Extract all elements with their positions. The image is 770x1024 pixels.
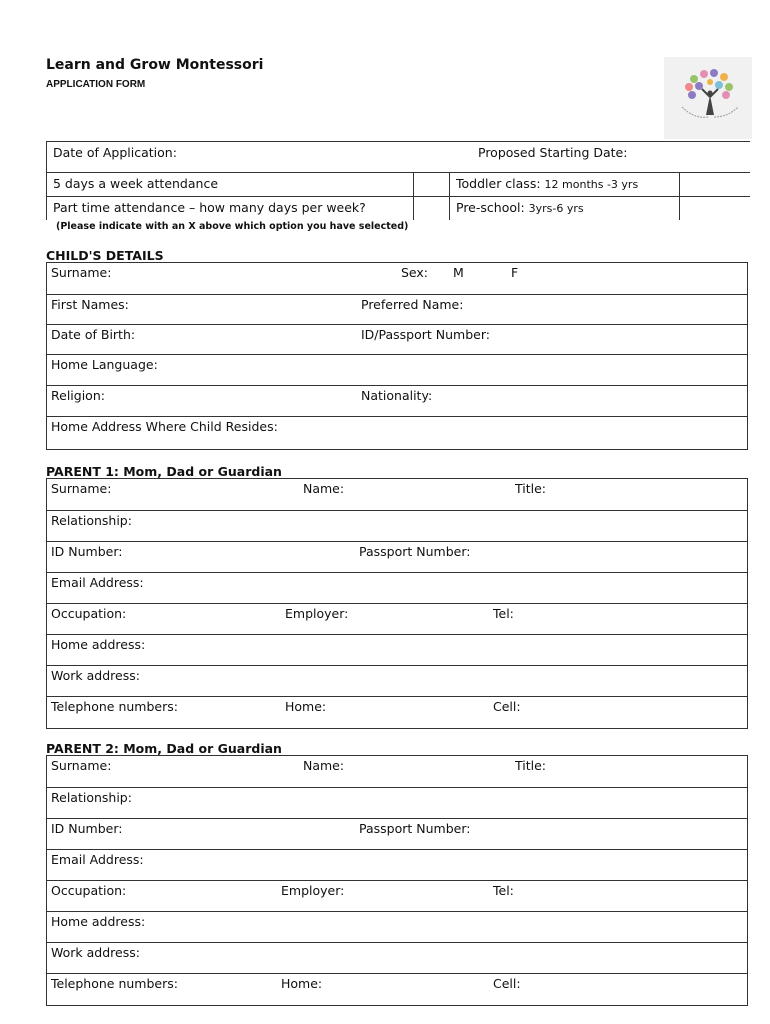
child-id-passport-label: ID/Passport Number:: [361, 327, 490, 342]
parent1-surname-label: Surname:: [51, 481, 112, 496]
proposed-start-label: Proposed Starting Date:: [478, 145, 628, 160]
parent1-row-email[interactable]: [47, 572, 747, 604]
toddler-class: [456, 176, 638, 191]
parent1-telephone-label: Telephone numbers:: [51, 699, 178, 714]
child-row-names[interactable]: [47, 294, 747, 325]
parent1-email-label: Email Address:: [51, 575, 144, 590]
parent2-row-telephone[interactable]: [47, 973, 747, 1005]
child-home-language-label: Home Language:: [51, 357, 158, 372]
parent1-row-id[interactable]: [47, 541, 747, 573]
parent2-row-relationship[interactable]: [47, 787, 747, 819]
parent2-home-phone-label: Home:: [281, 976, 323, 991]
parent1-box: [46, 478, 748, 729]
parent1-name-label: Name:: [303, 481, 345, 496]
child-row-address[interactable]: [47, 416, 747, 449]
form-title: APPLICATION FORM: [46, 79, 146, 90]
child-row-dob[interactable]: [47, 324, 747, 355]
five-days-checkbox[interactable]: [414, 173, 448, 195]
child-sex-f[interactable]: F: [511, 265, 519, 280]
child-nationality-label: Nationality:: [361, 388, 433, 403]
parent2-heading: PARENT 2: Mom, Dad or Guardian: [46, 741, 282, 756]
parent2-id-label: ID Number:: [51, 821, 123, 836]
parent1-employer-label: Employer:: [285, 606, 349, 621]
parent1-work-address-label: Work address:: [51, 668, 140, 683]
child-details-box: [46, 262, 748, 450]
parent2-relationship-label: Relationship:: [51, 790, 132, 805]
preschool-checkbox[interactable]: [680, 197, 750, 219]
child-religion-label: Religion:: [51, 388, 105, 403]
child-surname-label: Surname:: [51, 265, 112, 280]
parent1-title-label: Title:: [515, 481, 546, 496]
parent1-row-surname[interactable]: [47, 479, 747, 510]
toddler-class-ages: 12 months -3 yrs: [544, 178, 639, 191]
parent1-home-address-label: Home address:: [51, 637, 146, 652]
parent1-cell-label: Cell:: [493, 699, 521, 714]
parent2-work-address-label: Work address:: [51, 945, 140, 960]
toddler-class-label: Toddler class:: [456, 176, 541, 191]
school-name: Learn and Grow Montessori: [46, 57, 264, 73]
parent1-row-home-address[interactable]: [47, 634, 747, 666]
parent1-passport-label: Passport Number:: [359, 544, 471, 559]
parent2-tel-label: Tel:: [493, 883, 514, 898]
parent1-occupation-label: Occupation:: [51, 606, 127, 621]
parent2-row-id[interactable]: [47, 818, 747, 850]
child-sex-m[interactable]: M: [453, 265, 464, 280]
toddler-class-checkbox[interactable]: [680, 173, 750, 195]
parent2-home-address-label: Home address:: [51, 914, 146, 929]
child-row-religion[interactable]: [47, 385, 747, 417]
parent2-row-home-address[interactable]: [47, 911, 747, 943]
parent2-occupation-label: Occupation:: [51, 883, 127, 898]
parent2-email-label: Email Address:: [51, 852, 144, 867]
parent1-relationship-label: Relationship:: [51, 513, 132, 528]
parent2-employer-label: Employer:: [281, 883, 345, 898]
preschool: [456, 200, 584, 215]
parent1-home-phone-label: Home:: [285, 699, 327, 714]
parent1-row-relationship[interactable]: [47, 510, 747, 542]
child-sex-label: Sex:: [401, 265, 429, 280]
parent2-row-work-address[interactable]: [47, 942, 747, 974]
preschool-label: Pre-school:: [456, 200, 525, 215]
parent1-id-label: ID Number:: [51, 544, 123, 559]
parent2-row-email[interactable]: [47, 849, 747, 881]
child-address-label: Home Address Where Child Resides:: [51, 419, 278, 434]
tree-logo-icon: [664, 57, 752, 139]
parent1-row-work-address[interactable]: [47, 665, 747, 697]
date-of-application-label: Date of Application:: [53, 145, 177, 160]
parent2-name-label: Name:: [303, 758, 345, 773]
parent2-telephone-label: Telephone numbers:: [51, 976, 178, 991]
child-row-surname[interactable]: [47, 263, 747, 294]
selection-note: (Please indicate with an X above which option you have selected): [56, 221, 409, 232]
child-row-language[interactable]: [47, 354, 747, 386]
parent2-cell-label: Cell:: [493, 976, 521, 991]
parent2-title-label: Title:: [515, 758, 546, 773]
five-days-label: 5 days a week attendance: [53, 176, 219, 191]
part-time-checkbox[interactable]: [414, 197, 448, 219]
preschool-ages: 3yrs-6 yrs: [528, 202, 584, 215]
parent2-passport-label: Passport Number:: [359, 821, 471, 836]
parent2-surname-label: Surname:: [51, 758, 112, 773]
parent1-heading: PARENT 1: Mom, Dad or Guardian: [46, 464, 282, 479]
parent1-tel-label: Tel:: [493, 606, 514, 621]
part-time-label: Part time attendance – how many days per week?: [53, 200, 366, 215]
parent2-row-occupation[interactable]: [47, 880, 747, 912]
child-preferred-name-label: Preferred Name:: [361, 297, 464, 312]
child-details-heading: CHILD'S DETAILS: [46, 248, 164, 263]
parent1-row-telephone[interactable]: [47, 696, 747, 728]
child-first-names-label: First Names:: [51, 297, 129, 312]
parent2-row-surname[interactable]: [47, 756, 747, 787]
child-dob-label: Date of Birth:: [51, 327, 136, 342]
parent2-box: [46, 755, 748, 1006]
parent1-row-occupation[interactable]: [47, 603, 747, 635]
